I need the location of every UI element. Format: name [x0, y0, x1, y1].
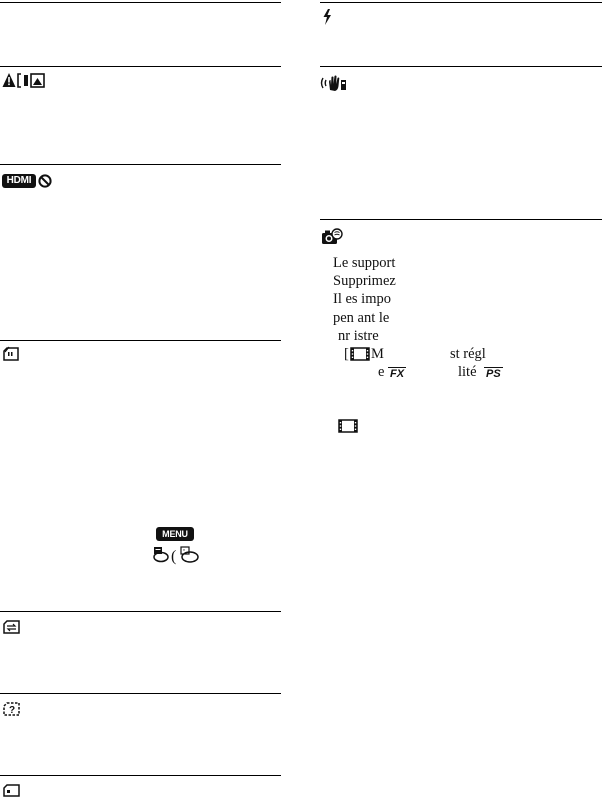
movie-frame-icon: [350, 347, 370, 361]
svg-text:*: *: [183, 549, 185, 555]
memory-card-icon: [3, 346, 21, 362]
text-line: nr istre: [338, 328, 379, 344]
text-line: pen ant le: [333, 310, 390, 326]
photo-camera-warning-icon: [321, 227, 343, 245]
section-divider: [0, 340, 281, 341]
text-fragment: [: [344, 346, 349, 362]
movie-frame-icon: [338, 419, 358, 433]
prohibited-icon: [38, 174, 52, 188]
text-line: Il es impo: [333, 291, 391, 307]
section-divider: [0, 164, 281, 165]
section-divider: [320, 219, 602, 220]
menu-button-badge: MENU: [156, 527, 194, 541]
text-fragment: lité: [458, 364, 477, 380]
small-card-icon: [3, 783, 21, 798]
text-line: Le support: [333, 255, 396, 271]
text-line: Supprimez: [333, 273, 396, 289]
warning-card-icon: [2, 72, 48, 90]
svg-text:(: (: [171, 548, 177, 565]
card-unknown-icon: [3, 701, 21, 717]
section-divider: [0, 693, 281, 694]
fx-mode-badge: FX: [390, 368, 405, 380]
section-divider: [320, 2, 602, 3]
section-divider: [0, 66, 281, 67]
svg-text:?: ?: [9, 705, 16, 716]
ps-mode-badge: PS: [486, 368, 501, 380]
text-fragment: st régl: [450, 346, 486, 362]
text-fragment: e: [378, 364, 385, 380]
card-swap-icon: [3, 619, 21, 635]
camera-shake-icon: [320, 74, 348, 92]
section-divider: [0, 611, 281, 612]
section-divider: [0, 2, 281, 3]
section-divider: [320, 66, 602, 67]
flash-icon: [322, 9, 332, 25]
hdmi-badge: HDMI: [2, 174, 36, 188]
text-fragment: M: [371, 346, 384, 362]
disc-pair-icon: [152, 545, 204, 565]
section-divider: [0, 775, 281, 776]
